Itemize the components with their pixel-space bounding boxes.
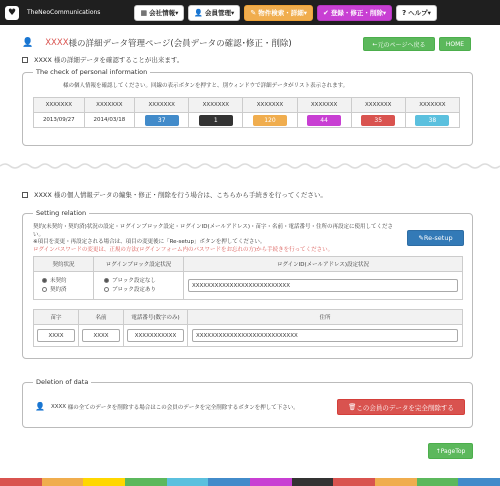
user-icon: 👤	[194, 8, 204, 17]
footer-stripe-segment	[0, 478, 42, 486]
list-icon	[22, 192, 28, 198]
nav-company-button[interactable]: ▦ 会社情報 ▾	[134, 5, 184, 21]
edit-icon: ✎	[250, 8, 257, 17]
page-title	[22, 37, 292, 49]
firstname-input[interactable]: XXXX	[82, 329, 120, 342]
count-button-5[interactable]: 35	[361, 115, 395, 126]
nav-member-button[interactable]: 👤 会員管理 ▾	[188, 5, 240, 21]
brand-name[interactable]: TheNeoCommunications	[27, 9, 101, 16]
footer-stripe-segment	[83, 478, 125, 486]
building-icon: ▦	[140, 8, 148, 17]
page-title-text: 様の詳細データ管理ページ(会員データの確認･修正・削除)	[68, 39, 292, 49]
footer-stripe-segment	[42, 478, 84, 486]
top-navbar	[0, 0, 500, 25]
phone-input[interactable]: XXXXXXXXXXX	[127, 329, 184, 342]
setting-panel	[22, 209, 473, 359]
check-icon: ✔	[322, 8, 329, 17]
deletion-legend: Deletion of data	[33, 378, 91, 386]
footer-stripe-segment	[167, 478, 209, 486]
setting-description: 契約(未契約・契約済)状況の設定・ログインブロック設定・ログインID(メールアドレス)・苗字・名前・電話番号・住所の再設定に使用してください。 ※項目を変更・再設定される場合は、項目の変更後に「Re-setup」ボタンを押してください。 ログインパスワードの変更は、正規の方法(ログインフォーム内のパスワードをお忘れの方)から手続きを行ってください。	[33, 224, 394, 253]
login-id-input[interactable]: XXXXXXXXXXXXXXXXXXXXXXXXXX	[188, 279, 458, 292]
list-icon	[22, 57, 28, 63]
lastname-input[interactable]: XXXX	[37, 329, 75, 342]
arrow-left-icon: ←	[372, 40, 378, 48]
table-row	[34, 272, 463, 300]
setting-table-2: 苗字 名前 電話番号(数字のみ) 住所 XXXX XXXX XXXXXXXXXXX XXXXXXXXXXXXXXXXXXXXXXXXXXX	[33, 309, 463, 347]
deletion-panel: Deletion of data 👤 XXXX 様の全てのデータを削除する場合はこの会員のデータを完全削除するボタンを押して下さい。 🗑 この会員のデータを完全削除する	[22, 382, 473, 428]
wavy-divider	[0, 162, 500, 170]
footer-stripe-segment	[125, 478, 167, 486]
home-button[interactable]: HOME	[439, 37, 471, 51]
nav-search-button[interactable]: ✎ 物件検索・詳細 ▾	[244, 5, 313, 21]
setting-legend: Setting relation	[33, 209, 89, 217]
footer-stripe-segment	[292, 478, 334, 486]
back-button[interactable]: ← 元のページへ戻る	[363, 37, 435, 51]
personal-info-legend: The check of personal information	[33, 68, 150, 76]
user-icon: 👤	[22, 38, 34, 48]
table-row	[34, 325, 463, 347]
radio-block-on[interactable]: ブロック設定あり	[104, 286, 183, 295]
trash-icon: 🗑	[348, 403, 357, 411]
question-icon: ?	[402, 8, 407, 17]
footer-stripe-segment	[333, 478, 375, 486]
arrow-up-icon: ↑	[435, 447, 441, 455]
user-icon: 👤	[35, 402, 45, 411]
footer-stripe-segment	[375, 478, 417, 486]
count-button-1[interactable]: 37	[145, 115, 179, 126]
pagetop-button[interactable]: ↑ PageTop	[428, 443, 473, 459]
setting-table-1: 契約状況 ログインブロック設定状況 ログインID(メールアドレス)設定状況 未契約 契約済 ブロック設定なし ブロック設定あり XXXXXXXXXXXXXXXXXXXXXXXXXX	[33, 256, 463, 300]
footer-stripe-segment	[458, 478, 500, 486]
edit-icon: ✎	[418, 234, 424, 242]
footer-stripe-segment	[250, 478, 292, 486]
brand-heart-icon[interactable]: ♥	[5, 6, 19, 20]
resetup-button[interactable]: ✎ Re-setup	[407, 230, 464, 246]
footer-stripe-segment	[208, 478, 250, 486]
footer-color-stripe	[0, 478, 500, 486]
personal-info-table: XXXXXXX XXXXXXX XXXXXXX XXXXXXX XXXXXXX XXXXXXX XXXXXXX XXXXXXX 2013/09/27 2014/03/18 37 1 120 44 35 38	[33, 97, 460, 128]
nav-help-button[interactable]: ? ヘルプ ▾	[396, 5, 437, 21]
detail-subtitle: XXXX 様の詳細データを確認することが出来ます。	[22, 55, 183, 64]
table-row: 2013/09/27 2014/03/18 37 1 120 44 35 38	[34, 113, 460, 128]
radio-contracted[interactable]: 契約済	[42, 286, 93, 295]
count-button-4[interactable]: 44	[307, 115, 341, 126]
count-button-3[interactable]: 120	[253, 115, 287, 126]
radio-block-off[interactable]: ブロック設定なし	[104, 277, 183, 286]
address-input[interactable]: XXXXXXXXXXXXXXXXXXXXXXXXXXX	[192, 329, 458, 342]
count-button-6[interactable]: 38	[415, 115, 449, 126]
member-name: XXXX	[45, 38, 69, 48]
delete-member-button[interactable]: 🗑 この会員のデータを完全削除する	[337, 399, 465, 415]
count-button-2[interactable]: 1	[199, 115, 233, 126]
radio-uncontracted[interactable]: 未契約	[42, 277, 93, 286]
footer-stripe-segment	[417, 478, 459, 486]
personal-info-note: 様の個人情報を確認してください。回線の表示ボタンを押すと、別ウィンドウで詳細データがリスト表示されます。	[63, 83, 349, 89]
nav-register-button[interactable]: ✔ 登録・修正・削除 ▾	[317, 5, 392, 21]
setting-intro: XXXX 様の個人情報データの編集・修正・削除を行う場合は、こちらから手続きを行ってください。	[22, 190, 327, 199]
personal-info-panel	[22, 68, 473, 146]
